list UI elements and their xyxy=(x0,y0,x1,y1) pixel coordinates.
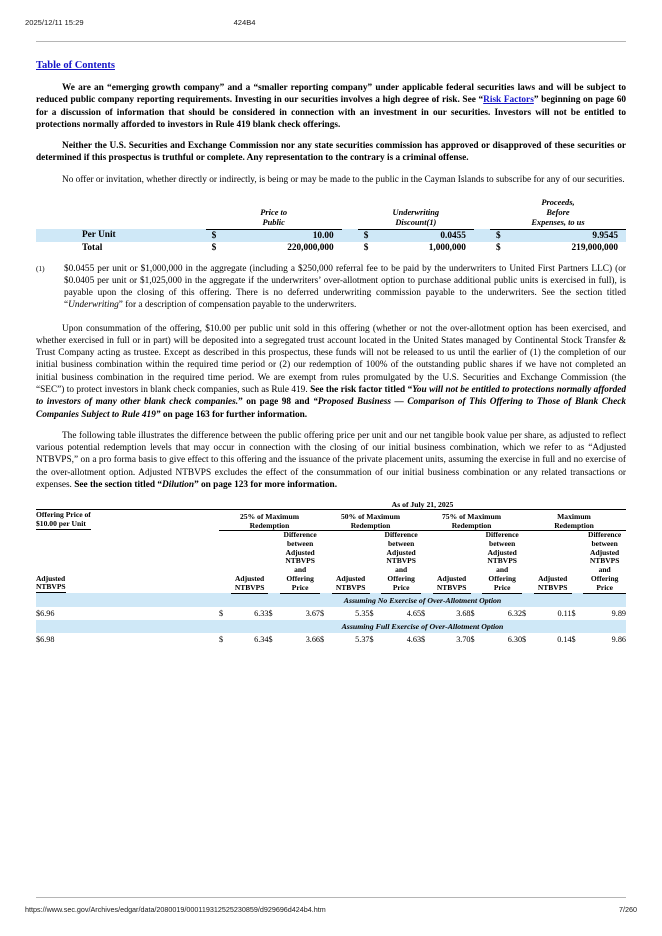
currency-symbol: $ xyxy=(369,608,374,618)
currency-symbol: $ xyxy=(219,634,224,644)
currency-symbol: $ xyxy=(268,608,273,618)
cell-ntbvps-50: 5.37 xyxy=(355,634,370,644)
cell-spacer-1 xyxy=(342,229,358,242)
offering-price-table xyxy=(36,198,626,254)
offering-price-table-head xyxy=(36,198,626,229)
sub-spacer xyxy=(370,530,382,593)
group-header-row xyxy=(36,510,626,531)
footnote-text xyxy=(64,263,626,312)
paragraph-text: The following table illustrates the difference between the public offering price per unit and our net tangible book value per share, as adjusted to reflect various potential redemption levels that may occur in connection with the closing of our initial business combination, which we refer to as “Adjusted NTBVPS,” on a pro forma basis to give effect to this offering and the issuance of the private placement units, assuming the exercise in full and no exercise of the over-allotment option. Adjusted NTBVPS excludes the effect of the consummation of our initial business combination or any related transactions or expenses. xyxy=(36,430,626,490)
header-price-to-public: Price to Public xyxy=(206,198,342,229)
cell-difference-75: 6.32 xyxy=(507,608,523,618)
paragraph-cayman-islands: No offer or invitation, whether directly or indirectly, is being or may be made to the public in the Cayman Islands to subscribe for any of our securities. xyxy=(62,174,625,185)
print-header xyxy=(0,18,662,27)
left-header-line1: Offering Price of xyxy=(36,510,91,520)
print-footer xyxy=(0,905,662,914)
sub-spacer xyxy=(522,530,534,593)
source-url: https://www.sec.gov/Archives/edgar/data/2080019/000119312525230859/d929696d424b4.htm xyxy=(25,905,326,914)
risk-factor-title: You will not be entitled to protections normally afforded to investors of many other blank check companies. xyxy=(36,384,626,408)
footnote-text-a: $0.0455 per unit or $1,000,000 in the aggregate (including a $250,000 referral fee to be paid by the underwriters to United First Partners LLC) (or $0.0405 per unit or $1,025,000 in the aggregate if the underwriters’ over-allotment option to purchase additional public units is exercised in full), is payable upon the closing of this offering. There is no deferred underwriting commission payable to the underwriters. See the section titled “ xyxy=(64,263,626,311)
header-spacer-2 xyxy=(474,198,490,229)
cell-difference-25: 3.66 xyxy=(305,634,321,644)
scenario-banner-blank xyxy=(36,593,219,607)
sub-spacer xyxy=(268,530,280,593)
as-of-date: As of July 21, 2025 xyxy=(391,500,454,510)
left-header xyxy=(36,510,219,531)
table-header-row xyxy=(36,198,626,229)
currency-symbol: $ xyxy=(363,242,369,253)
header-underwriting-discount: Underwriting Discount(1) xyxy=(358,198,474,229)
group-header-maximum: Maximum Redemption xyxy=(522,510,626,531)
paragraph-dilution-intro xyxy=(36,430,626,491)
cell-difference-max: 9.86 xyxy=(611,634,626,644)
currency-symbol: $ xyxy=(421,608,426,618)
cell-ntbvps-50: 5.35 xyxy=(355,608,370,618)
sub-header-adjusted-ntbvps-max: Adjusted NTBVPS xyxy=(534,530,572,593)
sub-header-adjusted-ntbvps-75: Adjusted NTBVPS xyxy=(433,530,471,593)
currency-symbol: $ xyxy=(571,634,576,644)
cell-spacer-2 xyxy=(474,229,490,242)
group-header-75-percent: 75% of Maximum Redemption xyxy=(421,510,522,531)
cell-ntbvps-25: 6.34 xyxy=(254,634,269,644)
left-header-line2: $10.00 per Unit xyxy=(36,519,86,529)
row-label: Per Unit xyxy=(36,229,206,242)
paragraph-text-end: on page 163 for further information. xyxy=(160,409,308,420)
cell-ntbvps-75: 3.68 xyxy=(456,608,471,618)
risk-factors-link[interactable]: Risk Factors xyxy=(483,95,534,106)
sub-header-row xyxy=(36,530,626,593)
as-of-row xyxy=(36,500,626,510)
currency-symbol: $ xyxy=(358,229,378,242)
cell-underwriting-discount: 0.0455 xyxy=(378,229,474,242)
cell-spacer-1 xyxy=(342,242,358,254)
offering-price-table-body xyxy=(36,229,626,254)
paragraph-text: We are an “emerging growth company” and a “smaller reporting company” under applicable federal securities laws and will be subject to reduced public company reporting requirements. Investing in our securities involves a high degree of risk. See “ xyxy=(36,83,626,106)
currency-symbol: $ xyxy=(320,634,325,644)
header-spacer-1 xyxy=(342,198,358,229)
currency-symbol: $ xyxy=(219,608,224,618)
sub-spacer xyxy=(219,530,231,593)
paragraph-text: Upon consummation of the offering, $10.00 per public unit sold in this offering (whether or not the over-allotment option has been exercised, and whether exercised in full or in part) will be deposited into a segregated trust account located in the United States managed by Continental Stock Transfer & Trust Company acting as trustee. Except as described in this prospectus, these funds will not be released to us until the earlier of (1) the completion of our initial business combination within the required time period or (2) our redemption of 100% of the outstanding public shares if we have not completed an initial business combination in the required time period. We are exempt from rules promulgated by the U.S. Securities and Exchange Commission (the “SEC”) to protect investors in blank check companies, such as Rule 419. xyxy=(36,323,626,395)
document-type: 424B4 xyxy=(233,18,256,27)
paragraph-text-end: ” on page 123 for more information. xyxy=(194,479,338,490)
cell-ntbvps-max: 0.14 xyxy=(557,634,572,644)
table-row-per-unit xyxy=(36,229,626,242)
row-label-adjusted-ntbvps: $6.98 xyxy=(36,634,55,644)
sub-header-difference-max: Difference between Adjusted NTBVPS and Offering Price xyxy=(583,530,626,593)
footnote-section-title: Underwriting xyxy=(68,300,119,311)
paragraph-trust-account xyxy=(36,323,626,421)
print-date: 2025/12/11 15:29 xyxy=(25,18,84,27)
header-divider xyxy=(36,41,626,42)
table-row-full-exercise xyxy=(36,633,626,646)
currency-symbol: $ xyxy=(268,634,273,644)
table-row-no-exercise xyxy=(36,607,626,620)
cell-spacer-2 xyxy=(474,242,490,254)
sub-spacer xyxy=(320,530,332,593)
dilution-table-head xyxy=(36,500,626,593)
dilution-table-body xyxy=(36,593,626,646)
group-header-50-percent: 50% of Maximum Redemption xyxy=(320,510,421,531)
left-sub-header xyxy=(36,530,219,593)
scenario-banner-text: Assuming Full Exercise of Over-Allotment Option xyxy=(219,620,626,633)
currency-symbol: $ xyxy=(470,608,475,618)
sub-spacer xyxy=(421,530,433,593)
left-header-lines xyxy=(36,510,91,530)
currency-symbol: $ xyxy=(320,608,325,618)
currency-symbol: $ xyxy=(495,242,501,253)
cell-underwriting-discount: 1,000,000 xyxy=(428,242,466,253)
currency-symbol: $ xyxy=(369,634,374,644)
header-proceeds-before-expenses: Proceeds, Before Expenses, to us xyxy=(490,198,626,229)
paragraph-emerging-growth-company xyxy=(36,82,626,131)
sub-header-difference-25: Difference between Adjusted NTBVPS and Offering Price xyxy=(280,530,320,593)
footer-divider xyxy=(36,897,626,898)
header-blank xyxy=(36,198,206,229)
scenario-banner-blank xyxy=(36,620,219,633)
currency-symbol: $ xyxy=(522,608,527,618)
cell-difference-25: 3.67 xyxy=(305,608,321,618)
dilution-table xyxy=(36,500,626,646)
cell-price-to-public: 220,000,000 xyxy=(287,242,334,253)
dilution-section-title: Dilution xyxy=(162,479,195,490)
currency-symbol: $ xyxy=(470,634,475,644)
row-label-adjusted-ntbvps: $6.96 xyxy=(36,608,55,618)
currency-symbol: $ xyxy=(421,634,426,644)
left-sub-lines: Adjusted NTBVPS xyxy=(36,573,66,592)
as-of-blank xyxy=(36,500,219,510)
cell-ntbvps-75: 3.70 xyxy=(456,634,471,644)
scenario-banner-no-exercise xyxy=(36,593,626,607)
currency-symbol: $ xyxy=(522,634,527,644)
currency-symbol: $ xyxy=(206,229,226,242)
sub-spacer xyxy=(471,530,483,593)
cell-difference-75: 6.30 xyxy=(507,634,523,644)
cell-difference-max: 9.89 xyxy=(611,608,626,618)
sub-spacer xyxy=(572,530,584,593)
cell-difference-50: 4.63 xyxy=(406,634,422,644)
row-label: Total xyxy=(82,242,103,253)
paragraph-text-mid: ” on page 98 and xyxy=(238,397,314,408)
table-row-total xyxy=(36,242,626,254)
paragraph-text-cont: ” beginning on page 60 for a discussion of information that should be considered in connection with an investment in our securities. Investors will not be entitled to protections normally afforded to investors in Rule 419 blank check offerings. xyxy=(36,95,626,130)
paragraph-sec-disclaimer: Neither the U.S. Securities and Exchange Commission nor any state securities commission has approved or disapproved of these securities or determined if this prospectus is truthful or complete. Any representation to the contrary is a criminal offense. xyxy=(36,141,626,164)
table-of-contents-link[interactable]: Table of Contents xyxy=(36,60,115,71)
cell-price-to-public: 10.00 xyxy=(226,229,342,242)
footnote-1 xyxy=(36,263,626,312)
currency-symbol: $ xyxy=(571,608,576,618)
footnote-text-c: ” for a description of compensation payable to the underwriters. xyxy=(118,300,357,311)
document-body xyxy=(36,55,626,646)
footnote-marker: (1) xyxy=(36,263,45,273)
cell-proceeds: 219,000,000 xyxy=(571,242,618,253)
sub-header-difference-75: Difference between Adjusted NTBVPS and Offering Price xyxy=(482,530,522,593)
scenario-banner-text: Assuming No Exercise of Over-Allotment Option xyxy=(219,593,626,607)
dilution-lead-in: See the section titled “ xyxy=(74,479,163,490)
proposed-business-title: “Proposed Business — Comparison of This Offering to Those of Blank Check Companies Subject to Rule 419” xyxy=(36,397,627,420)
cell-difference-50: 4.65 xyxy=(406,608,422,618)
scenario-banner-full-exercise xyxy=(36,620,626,633)
cell-ntbvps-max: 0.11 xyxy=(557,608,572,618)
page-number: 7/260 xyxy=(619,905,637,914)
currency-symbol: $ xyxy=(490,229,510,242)
risk-factor-lead-in: See the risk factor titled “ xyxy=(310,384,413,395)
sub-header-adjusted-ntbvps-25: Adjusted NTBVPS xyxy=(231,530,269,593)
sub-header-adjusted-ntbvps-50: Adjusted NTBVPS xyxy=(332,530,370,593)
sub-header-difference-50: Difference between Adjusted NTBVPS and Offering Price xyxy=(381,530,421,593)
cell-ntbvps-25: 6.33 xyxy=(254,608,269,618)
currency-symbol: $ xyxy=(211,242,217,253)
group-header-25-percent: 25% of Maximum Redemption xyxy=(219,510,320,531)
cell-proceeds: 9.9545 xyxy=(510,229,626,242)
